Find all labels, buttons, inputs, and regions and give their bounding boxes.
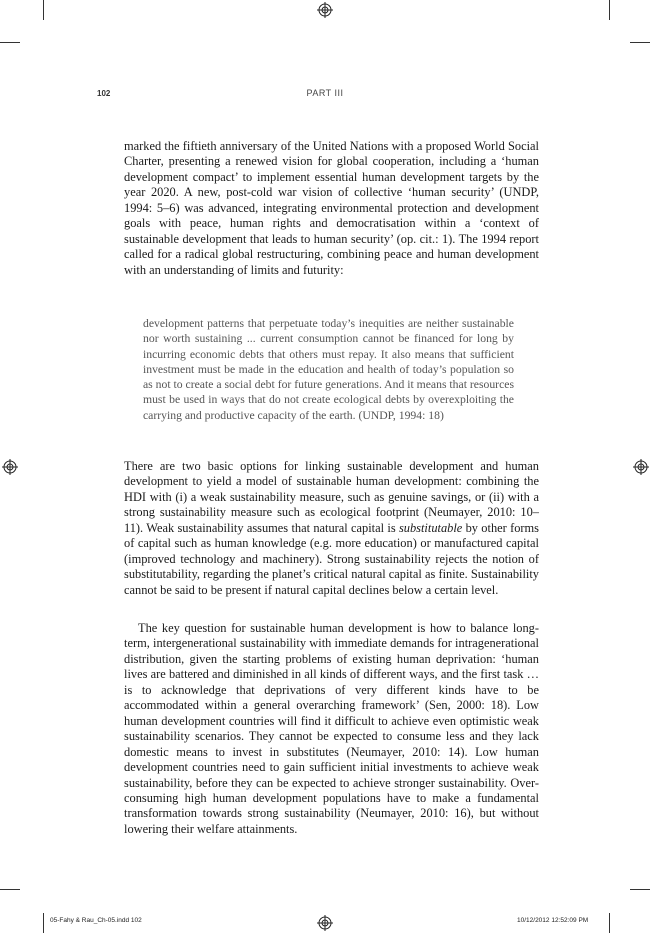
crop-mark — [609, 913, 610, 933]
crop-mark — [630, 42, 650, 43]
crop-mark — [609, 0, 610, 20]
registration-mark-icon — [2, 459, 18, 475]
paragraph: marked the fiftieth anniversary of the United Nations with a proposed World Social Charter, presenting a renewed vision for global cooperation, including a ‘human development compact’ to implement essential human development targets by the year 2020. A new, post-cold war vision of collective ‘human security’ (UNDP, 1994: 5–6) was advanced, integrating environmental protection and development goals with peace, human rights and democratisation within a ‘context of sustainable development that leads to human security’ (op. cit.: 1). The 1994 report called for a radical global restructuring, combining peace and human development with an understanding of limits and futurity: — [124, 139, 539, 277]
crop-mark — [43, 0, 44, 20]
crop-mark — [43, 913, 44, 933]
registration-mark-icon — [633, 459, 649, 475]
registration-mark-icon — [317, 915, 333, 931]
registration-mark-icon — [317, 2, 333, 18]
crop-mark — [0, 889, 20, 890]
file-info: 05-Fahy & Rau_Ch-05.indd 102 — [50, 917, 142, 924]
emphasis-text: substitutable — [398, 520, 463, 535]
paragraph: The key question for sustainable human development is how to balance long-term, intergenerational sustainability with immediate demands for intragenerational distribution, given the starting problems of existing human deprivation: ‘human lives are battered and diminished in all kinds of different ways, and the first task … is to acknowledge that deprivations of very different kinds have to be accommodated within a general overarching framework’ (Sen, 2000: 18). Low human development countries will find it difficult to achieve even optimistic weak sustainability scenarios. They cannot be expected to consume less and they lack domestic means to invest in substitutes (Neumayer, 2010: 14). Low human development countries need to gain sufficient initial investments to achieve weak sustainability, before they can be expected to achieve stronger sustainability. Over-consuming high human development populations have to make a fundamental transformation towards strong sustainability (Neumayer, 2010: 16), but without lowering their welfare attainments. — [124, 621, 539, 836]
paragraph-text: by other forms of capital such as human knowledge (e.g. more education) or manufactured capital (improved technology and machinery). Strong sustainability rejects the notion of substitutability, regarding the planet’s critical natural capital as finite. Sustainability cannot be said to be present if natural capital declines below a certain level. — [124, 520, 539, 597]
crop-mark — [630, 889, 650, 890]
print-timestamp: 10/12/2012 12:52:09 PM — [517, 917, 589, 924]
running-head: PART III — [306, 88, 344, 98]
paragraph — [124, 459, 539, 598]
block-quote: development patterns that perpetuate today’s inequities are neither sustainable nor worth sustaining ... current consumption cannot be financed for long by incurring economic debts that others must repay. It also means that sufficient investment must be made in the education and health of today’s population so as not to create a social debt for future generations. And it means that resources must be used in ways that do not create ecological debts by overexploiting the carrying and productive capacity of the earth. (UNDP, 1994: 18) — [143, 317, 514, 422]
crop-mark — [0, 42, 20, 43]
paragraph-text: There are two basic options for linking sustainable development and human development to yield a model of sustainable human development: combining the HDI with (i) a weak sustainability measure, such as genuine savings, or (ii) with a strong sustainability measure such as ecological footprint (Neumayer, 2010: 10–11). Weak sustainability assumes that natural capital is — [124, 459, 539, 535]
page-number: 102 — [97, 89, 111, 98]
